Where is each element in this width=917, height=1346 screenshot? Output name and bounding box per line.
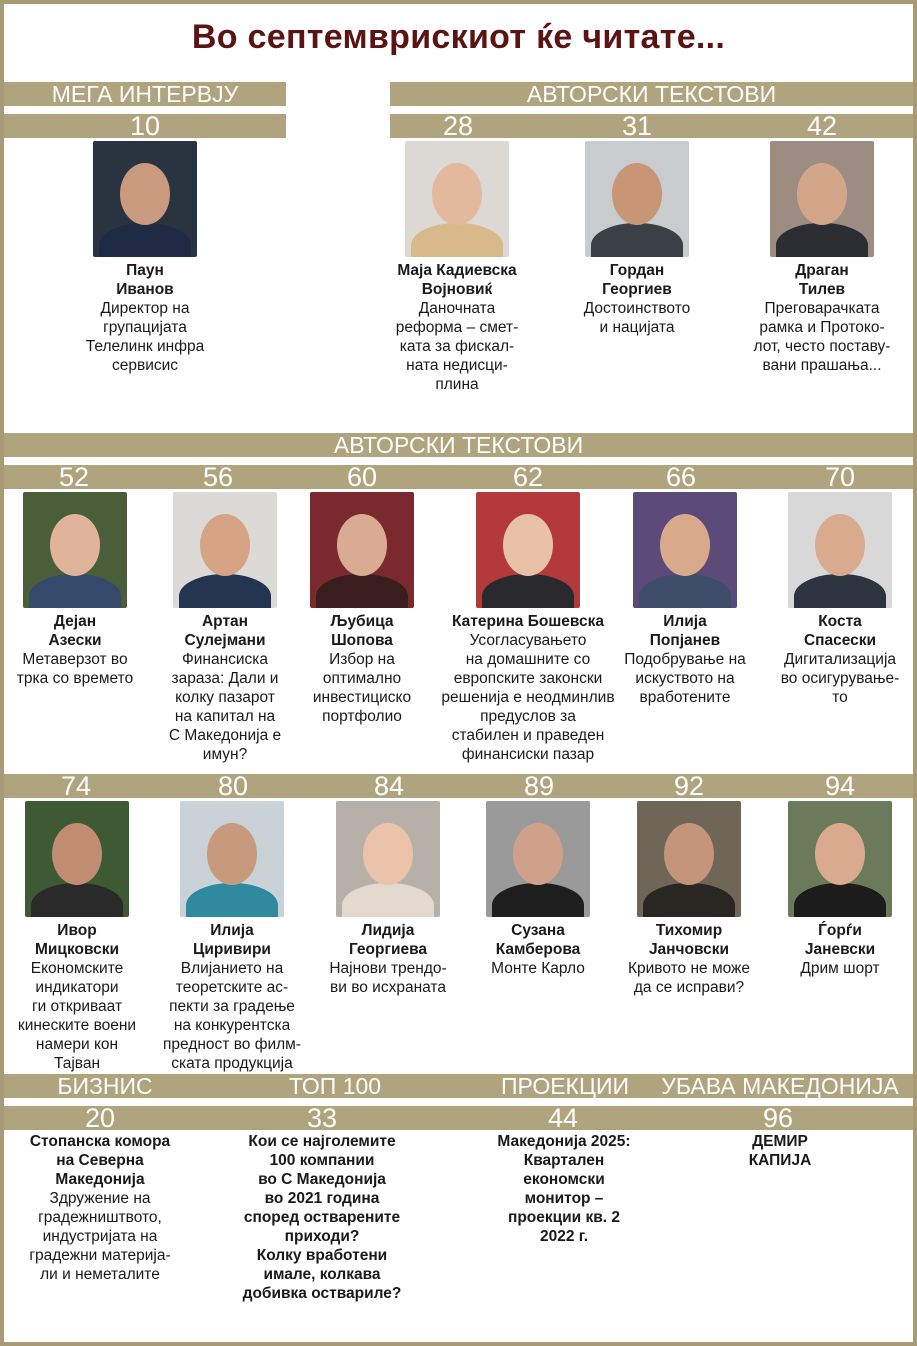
teaser-text-line: градежни материја- bbox=[29, 1247, 171, 1264]
article-topic-line: на капитал на bbox=[174, 708, 276, 725]
author-name: Иванов bbox=[116, 281, 174, 298]
article-topic-line: ката за фискал- bbox=[399, 338, 515, 355]
article-topic-line: С Македонија е bbox=[168, 727, 282, 744]
article-topic-line: вани прашања... bbox=[762, 357, 882, 374]
article-topic-line: колку пазарот bbox=[175, 689, 275, 706]
page-number: 60 bbox=[346, 462, 378, 492]
teaser-headline-line: според остварените bbox=[243, 1209, 401, 1226]
page-number: 96 bbox=[762, 1103, 794, 1133]
author-photo bbox=[310, 492, 414, 608]
article-topic-line: ви во исхраната bbox=[330, 979, 446, 996]
page-title: Во септемврискиот ќе читате... bbox=[191, 18, 726, 56]
section-label-mega-interview: МЕГА ИНТЕРВЈУ bbox=[4, 82, 286, 106]
author-photo bbox=[637, 801, 741, 917]
article-topic-line: кинеските воени bbox=[17, 1017, 137, 1034]
teaser-headline-line: КАПИЈА bbox=[748, 1152, 812, 1169]
article-topic-line: портфолио bbox=[322, 708, 402, 725]
author-card[interactable] bbox=[433, 492, 623, 764]
teaser-headline-line: имале, колкава bbox=[263, 1266, 381, 1283]
article-topic-line: зараза: Дали и bbox=[171, 670, 279, 687]
page-number: 33 bbox=[306, 1103, 338, 1133]
author-card[interactable] bbox=[382, 141, 532, 394]
teaser-headline-line: 100 компании bbox=[269, 1152, 375, 1169]
article-topic-line: рамка и Протоко- bbox=[759, 319, 885, 336]
article-topic-line: финансиски пазар bbox=[461, 746, 595, 763]
author-card[interactable] bbox=[562, 141, 712, 337]
article-topic-line: плина bbox=[435, 376, 479, 393]
article-teaser[interactable] bbox=[232, 1132, 412, 1303]
author-photo bbox=[25, 801, 129, 917]
article-topic-line: на конкурентска bbox=[173, 1017, 291, 1034]
article-topic-line: Телелинк инфра bbox=[85, 338, 205, 355]
article-topic-line: Дигитализација bbox=[783, 651, 897, 668]
author-photo bbox=[93, 141, 197, 257]
teaser-headline-line: Македонија 2025: bbox=[497, 1133, 631, 1150]
author-name: Паун bbox=[126, 262, 164, 279]
article-topic-line: Даночната bbox=[418, 300, 496, 317]
author-name: Циривири bbox=[193, 941, 271, 958]
page-number: 62 bbox=[512, 462, 544, 492]
author-name: Сузана bbox=[511, 922, 565, 939]
author-photo bbox=[180, 801, 284, 917]
author-photo bbox=[486, 801, 590, 917]
author-name: Спасески bbox=[803, 632, 877, 649]
page-number: 80 bbox=[217, 771, 249, 801]
article-topic-line: ги откриваат bbox=[31, 998, 123, 1015]
article-topic-line: Монте Карло bbox=[491, 960, 585, 977]
article-topic-line: Економските bbox=[30, 960, 124, 977]
author-photo bbox=[405, 141, 509, 257]
author-name: Јаневски bbox=[804, 941, 876, 958]
author-card[interactable] bbox=[70, 141, 220, 375]
article-topic-line: трка со времето bbox=[16, 670, 134, 687]
article-topic-line: намери кон bbox=[35, 1036, 119, 1053]
teaser-headline-line: ДЕМИР bbox=[752, 1133, 808, 1150]
teaser-headline-line: приходи? bbox=[284, 1228, 360, 1245]
author-photo bbox=[770, 141, 874, 257]
teaser-headline-line: монитор – bbox=[524, 1190, 604, 1207]
article-topic-line: вработените bbox=[639, 689, 731, 706]
author-card[interactable] bbox=[2, 801, 152, 1073]
author-photo bbox=[585, 141, 689, 257]
article-teaser[interactable] bbox=[715, 1132, 845, 1170]
author-name: Тилев bbox=[798, 281, 846, 298]
page-number: 10 bbox=[129, 111, 161, 141]
author-card[interactable] bbox=[157, 801, 307, 1073]
article-topic-line: реформа – смет- bbox=[395, 319, 519, 336]
article-topic-line: имун? bbox=[202, 746, 248, 763]
teaser-headline-line: во С Македонија bbox=[258, 1171, 386, 1188]
author-card[interactable] bbox=[0, 492, 150, 688]
article-topic-line: предност во филм- bbox=[163, 1036, 301, 1053]
author-photo bbox=[633, 492, 737, 608]
teaser-headline-line: Стопанска комора bbox=[29, 1133, 171, 1150]
article-topic-line: ската продукција bbox=[171, 1055, 293, 1072]
teaser-headline-line: проекции кв. 2 bbox=[507, 1209, 621, 1226]
teaser-headline-line: Квартален bbox=[523, 1152, 605, 1169]
article-topic-line: да се исправи? bbox=[633, 979, 745, 996]
page-number: 84 bbox=[373, 771, 405, 801]
teaser-text-line: градежништвото, bbox=[38, 1209, 162, 1226]
article-topic-line: сервисис bbox=[111, 357, 179, 374]
teaser-headline-line: Кои се најголемите bbox=[248, 1133, 396, 1150]
page-number: 52 bbox=[58, 462, 90, 492]
article-topic-line: Метаверзот во bbox=[22, 651, 128, 668]
section-label-author-texts-top: АВТОРСКИ ТЕКСТОВИ bbox=[390, 82, 913, 106]
author-photo bbox=[788, 492, 892, 608]
article-topic-line: искуството на bbox=[635, 670, 735, 687]
section-label-author-texts: АВТОРСКИ ТЕКСТОВИ bbox=[4, 433, 913, 457]
teaser-headline-line: Колку вработени bbox=[256, 1247, 388, 1264]
author-name: Тихомир bbox=[655, 922, 723, 939]
teaser-headline-line: на Северна bbox=[56, 1152, 144, 1169]
section-label: УБАВА МАКЕДОНИЈА bbox=[661, 1074, 899, 1098]
article-topic-line: ната недисци- bbox=[406, 357, 508, 374]
author-name: Сулејмани bbox=[184, 632, 266, 649]
article-topic-line: во осигурување- bbox=[780, 670, 900, 687]
page-number: 20 bbox=[84, 1103, 116, 1133]
author-card[interactable] bbox=[463, 801, 613, 978]
article-topic-line: Подобрување на bbox=[624, 651, 746, 668]
author-name: Војновиќ bbox=[421, 281, 493, 298]
author-name: Ѓорѓи bbox=[818, 922, 862, 939]
article-teaser[interactable] bbox=[14, 1132, 186, 1284]
author-name: Јанчовски bbox=[648, 941, 730, 958]
author-card[interactable] bbox=[150, 492, 300, 764]
article-topic-line: Тајван bbox=[53, 1055, 101, 1072]
article-topic-line: Усогласувањето bbox=[469, 632, 587, 649]
page-number: 66 bbox=[665, 462, 697, 492]
author-name: Катерина Бошевска bbox=[451, 613, 605, 630]
author-name: Артан bbox=[201, 613, 249, 630]
article-topic-line: инвестициско bbox=[312, 689, 412, 706]
article-topic-line: групацијата bbox=[103, 319, 187, 336]
article-topic-line: на домашните со bbox=[465, 651, 591, 668]
section-label: ТОП 100 bbox=[288, 1074, 382, 1098]
author-photo bbox=[788, 801, 892, 917]
author-card[interactable] bbox=[765, 492, 915, 707]
author-name: Георгиева bbox=[348, 941, 428, 958]
author-name: Шопова bbox=[331, 632, 393, 649]
article-topic-line: пекти за градење bbox=[169, 998, 295, 1015]
author-card[interactable] bbox=[747, 141, 897, 375]
author-name: Гордан bbox=[609, 262, 665, 279]
article-topic-line: индикатори bbox=[35, 979, 119, 996]
article-topic-line: Избор на bbox=[329, 651, 395, 668]
article-topic-line: Достоинството bbox=[583, 300, 691, 317]
page-number: 74 bbox=[60, 771, 92, 801]
author-name: Камберова bbox=[495, 941, 581, 958]
section-label: БИЗНИС bbox=[57, 1074, 153, 1098]
teaser-headline-line: во 2021 година bbox=[264, 1190, 380, 1207]
teaser-headline-line: 2022 г. bbox=[540, 1228, 588, 1245]
article-topic-line: Финансиска bbox=[181, 651, 269, 668]
article-topic-line: Кривото не може bbox=[627, 960, 751, 977]
page-number: 44 bbox=[547, 1103, 579, 1133]
article-topic-line: и нацијата bbox=[599, 319, 675, 336]
article-topic-line: Директор на bbox=[100, 300, 190, 317]
page-number: 56 bbox=[202, 462, 234, 492]
author-card[interactable] bbox=[287, 492, 437, 726]
page-number: 28 bbox=[442, 111, 474, 141]
author-name: Георгиев bbox=[602, 281, 672, 298]
author-name: Илија bbox=[663, 613, 707, 630]
teaser-text-line: ли и неметалите bbox=[40, 1266, 160, 1283]
author-card[interactable] bbox=[765, 801, 915, 978]
page-number: 94 bbox=[824, 771, 856, 801]
teaser-headline-line: економски bbox=[523, 1171, 605, 1188]
article-topic-line: Најнови трендо- bbox=[329, 960, 447, 977]
article-topic-line: Дрим шорт bbox=[800, 960, 880, 977]
article-topic-line: Преговарачката bbox=[764, 300, 880, 317]
page-number: 89 bbox=[523, 771, 555, 801]
teaser-headline-line: добивка оствариле? bbox=[242, 1285, 402, 1302]
author-name: Љубица bbox=[330, 613, 394, 630]
author-photo bbox=[476, 492, 580, 608]
page-number: 92 bbox=[673, 771, 705, 801]
author-card[interactable] bbox=[610, 492, 760, 707]
article-topic-line: то bbox=[832, 689, 848, 706]
page-number: 42 bbox=[806, 111, 838, 141]
author-name: Драган bbox=[795, 262, 849, 279]
article-topic-line: европските законски bbox=[453, 670, 603, 687]
author-name: Азески bbox=[48, 632, 102, 649]
author-name: Лидија bbox=[361, 922, 415, 939]
page-number-band-row2 bbox=[4, 462, 913, 492]
article-topic-line: лот, често поставу- bbox=[753, 338, 891, 355]
author-name: Дејан bbox=[53, 613, 97, 630]
author-name: Попјанев bbox=[649, 632, 721, 649]
author-name: Коста bbox=[818, 613, 862, 630]
article-topic-line: решенија е неодминлив bbox=[441, 689, 615, 706]
author-name: Мицковски bbox=[34, 941, 120, 958]
author-photo bbox=[173, 492, 277, 608]
page-number: 31 bbox=[621, 111, 653, 141]
author-name: Маја Кадиевска bbox=[397, 262, 517, 279]
author-photo bbox=[23, 492, 127, 608]
page-number-band-row3 bbox=[4, 771, 913, 801]
author-card[interactable] bbox=[614, 801, 764, 997]
author-photo bbox=[336, 801, 440, 917]
author-name: Ивор bbox=[57, 922, 97, 939]
article-topic-line: стабилен и праведен bbox=[451, 727, 605, 744]
article-topic-line: Влијанието на bbox=[180, 960, 284, 977]
author-name: Илија bbox=[210, 922, 254, 939]
author-card[interactable] bbox=[313, 801, 463, 997]
teaser-text-line: индустријата на bbox=[42, 1228, 158, 1245]
article-topic-line: оптимално bbox=[322, 670, 402, 687]
page-number: 70 bbox=[824, 462, 856, 492]
article-topic-line: предуслов за bbox=[480, 708, 576, 725]
article-topic-line: теоретските ас- bbox=[175, 979, 289, 996]
section-label: ПРОЕКЦИИ bbox=[500, 1074, 630, 1098]
article-teaser[interactable] bbox=[478, 1132, 650, 1246]
teaser-headline-line: Македонија bbox=[55, 1171, 145, 1188]
teaser-text-line: Здружение на bbox=[49, 1190, 151, 1207]
